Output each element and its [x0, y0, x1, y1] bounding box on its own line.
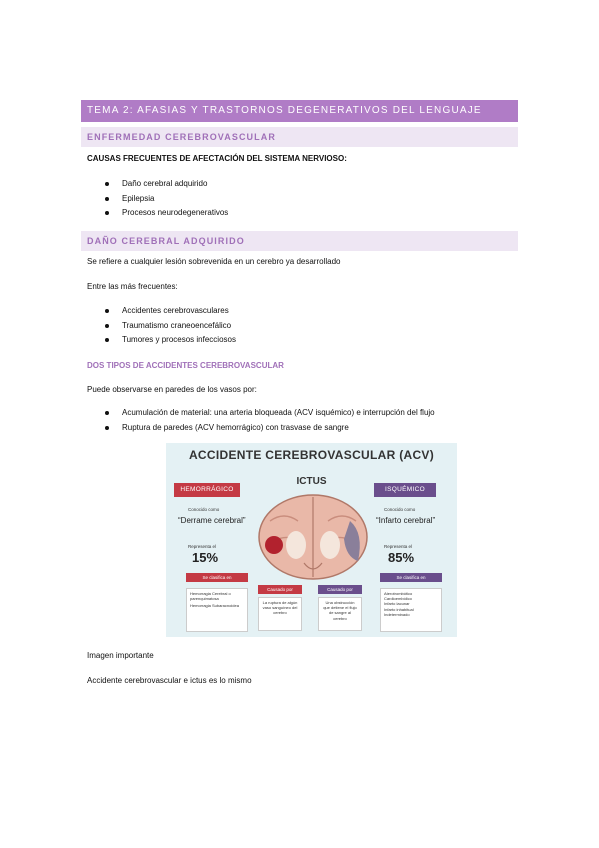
- left-type-1: Hemorragia Cerebral o parenquimatosa: [190, 591, 231, 602]
- left-cause-text: La ruptura de algún vaso sanguíneo del cerebro: [262, 600, 298, 616]
- right-type-4: Infarto inhabitual: [384, 606, 414, 612]
- list-item: Daño cerebral adquirido: [87, 177, 228, 192]
- frequent-intro: Entre las más frecuentes:: [87, 282, 178, 291]
- ictus-label: ICTUS: [296, 476, 327, 487]
- causes-intro: CAUSAS FRECUENTES DE AFECTACIÓN DEL SISTEMA NERVIOSO:: [87, 154, 347, 163]
- list-item: Epilepsia: [87, 192, 228, 207]
- ischemic-tag: ISQUÉMICO: [374, 483, 436, 497]
- subheading-two-types: DOS TIPOS DE ACCIDENTES CEREBROVASCULAR: [87, 361, 284, 370]
- hemorrhagic-tag: HEMORRÁGICO: [174, 483, 240, 497]
- left-caused-by: Causado por: [258, 585, 302, 594]
- left-known-as: Conocido como: [188, 507, 220, 512]
- right-type-1: Aterotrombótico: [384, 591, 413, 596]
- right-types-box: [380, 588, 442, 632]
- right-represents: Representa el: [384, 544, 413, 549]
- left-represents: Representa el: [188, 544, 217, 549]
- list-item: Traumatismo craneoencefálico: [87, 319, 236, 334]
- left-types-box: [186, 588, 248, 632]
- list-item: Procesos neurodegenerativos: [87, 206, 228, 221]
- brain-illustration: [254, 491, 372, 587]
- right-type-2: Cardioembólico: [384, 596, 412, 602]
- right-known-as: Conocido como: [384, 507, 416, 512]
- right-classify-bar: Se clasifica en: [380, 573, 442, 582]
- left-percent: 15%: [192, 550, 219, 565]
- list-item: Acumulación de material: una arteria bloqueada (ACV isquémico) e interrupción del flujo: [87, 406, 435, 421]
- right-quote: “Infarto cerebral”: [376, 516, 436, 525]
- list-item: Ruptura de paredes (ACV hemorrágico) con trasvase de sangre: [87, 421, 435, 436]
- left-quote: “Derrame cerebral”: [178, 516, 246, 525]
- acv-infographic: [166, 443, 457, 637]
- left-classify-bar: Se clasifica en: [186, 573, 248, 582]
- right-type-5: Indeterminado: [384, 611, 410, 617]
- section-heading-enfermedad: ENFERMEDAD CEREBROVASCULAR: [81, 127, 518, 147]
- section-heading-dano: DAÑO CEREBRAL ADQUIRIDO: [81, 231, 518, 251]
- left-cause-box: [258, 597, 302, 631]
- list-item: Accidentes cerebrovasculares: [87, 304, 236, 319]
- right-caused-by: Causado por: [318, 585, 362, 594]
- definition-text: Se refiere a cualquier lesión sobrevenida en un cerebro ya desarrollado: [87, 257, 341, 266]
- right-cause-box: [318, 597, 362, 631]
- list-item: Tumores y procesos infecciosos: [87, 333, 236, 348]
- right-percent: 85%: [388, 550, 415, 565]
- causes-list: [87, 177, 228, 221]
- types-list: [87, 406, 435, 435]
- observe-text: Puede observarse en paredes de los vasos por:: [87, 385, 257, 394]
- right-type-3: Infarto lacunar: [384, 601, 410, 607]
- frequent-list: [87, 304, 236, 348]
- image-caption: Imagen importante: [87, 651, 154, 660]
- footer-note: Accidente cerebrovascular e ictus es lo mismo: [87, 676, 252, 685]
- right-cause-text: Una obstrucción que detiene el flujo de sangre al cerebro: [323, 600, 357, 621]
- page-title: TEMA 2: AFASIAS Y TRASTORNOS DEGENERATIVOS DEL LENGUAJE: [81, 100, 518, 122]
- infographic-title: ACCIDENTE CEREBROVASCULAR (ACV): [188, 448, 435, 462]
- left-type-2: Hemorragia Subaracnoidea: [190, 603, 239, 609]
